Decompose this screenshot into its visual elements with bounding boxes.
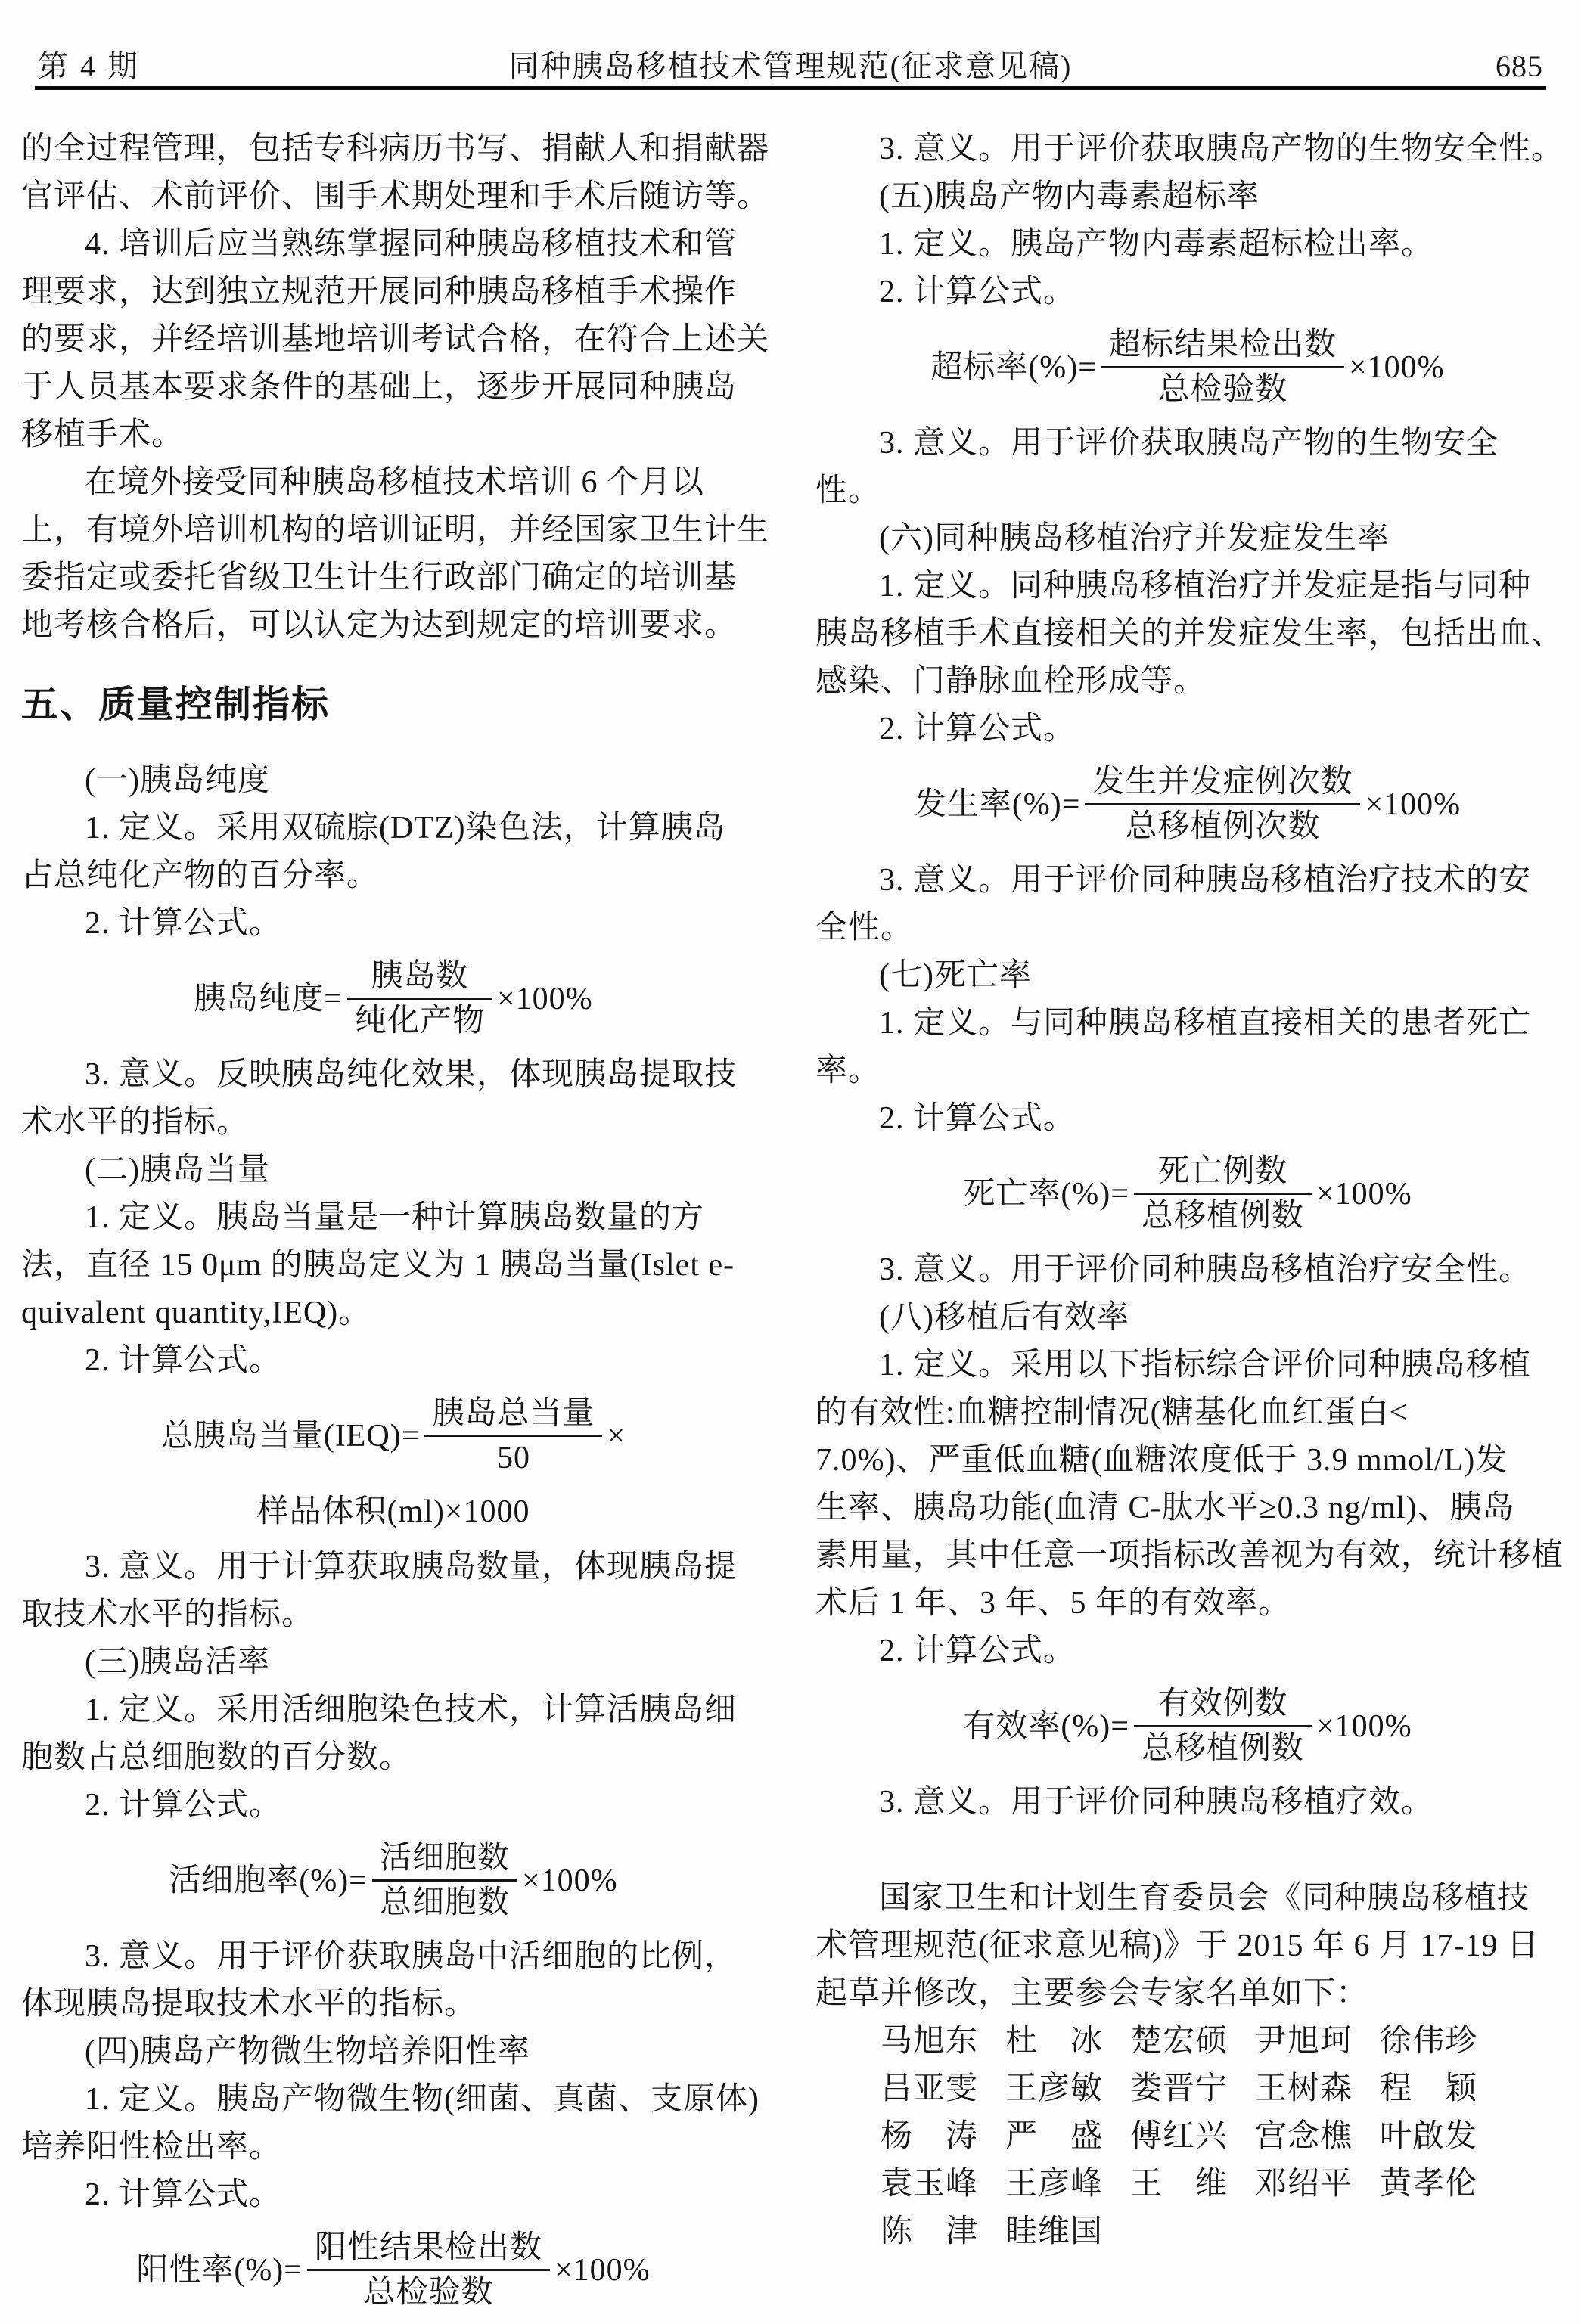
text-line: (一)胰岛纯度 — [85, 763, 270, 798]
formula-fraction — [1101, 324, 1344, 411]
formula-multiplier: ×100% — [554, 2252, 651, 2288]
text-line: (四)胰岛产物微生物培养阳性率 — [85, 2034, 530, 2069]
formula-numerator: 发生并发症例次数 — [1092, 765, 1353, 799]
text-line: 于人员基本要求条件的基础上，逐步开展同种胰岛 — [21, 370, 738, 405]
text-line: 体现胰岛提取技术水平的指标。 — [21, 1987, 477, 2021]
expert-name: 宫念樵 — [1255, 2119, 1353, 2154]
expert-name: 黄孝伦 — [1380, 2167, 1478, 2201]
formula-numerator: 死亡例数 — [1157, 1154, 1288, 1189]
text-line: 2. 计算公式。 — [85, 906, 282, 941]
text-line: 术管理规范(征求意见稿)》于 2015 年 6 月 17-19 日 — [815, 1928, 1539, 1963]
text-line: 移植手术。 — [21, 417, 185, 452]
formula-lhs: 死亡率(%)= — [963, 1176, 1129, 1212]
expert-name: 邓绍平 — [1255, 2167, 1353, 2201]
text-line: 3. 意义。用于计算获取胰岛数量，体现胰岛提 — [85, 1550, 738, 1584]
expert-name: 王彦峰 — [1005, 2167, 1104, 2201]
text-line: 法，直径 15 0μm 的胰岛定义为 1 胰岛当量(Islet e- — [21, 1248, 735, 1283]
formula-multiplier: ×100% — [1348, 349, 1445, 385]
formula-denominator: 纯化产物 — [347, 998, 492, 1042]
formula-numerator: 超标结果检出数 — [1108, 327, 1337, 362]
formula-multiplier: ×100% — [1315, 1708, 1412, 1744]
text-line: 培养阳性检出率。 — [21, 2130, 282, 2164]
text-line: 3. 意义。反映胰岛纯化效果，体现胰岛提取技 — [85, 1057, 738, 1092]
text-line: 3. 意义。用于评价获取胰岛中活细胞的比例， — [85, 1939, 738, 1974]
text-line: 的全过程管理，包括专科病历书写、捐献人和捐献器 — [21, 132, 770, 166]
text-line: 的要求，并经培训基地培训考试合格，在符合上述关 — [21, 322, 770, 357]
text-line: 2. 计算公式。 — [85, 2177, 282, 2212]
expert-name: 吕亚雯 — [881, 2071, 979, 2106]
paragraph-spacer — [815, 1826, 1560, 1875]
text-line: 取技术水平的指标。 — [21, 1597, 315, 1632]
expert-name: 尹旭珂 — [1255, 2024, 1353, 2059]
text-line: 生率、胰岛功能(血清 C-肽水平≥0.3 ng/ml)、胰岛 — [815, 1491, 1515, 1525]
expert-name-row — [881, 2018, 1560, 2065]
text-line: 起草并修改，主要参会专家名单如下： — [815, 1976, 1369, 2011]
text-line: 术水平的指标。 — [21, 1105, 250, 1140]
text-line: quivalent quantity,IEQ)。 — [21, 1295, 371, 1330]
journal-issue: 第 4 期 — [38, 49, 140, 83]
text-line: 国家卫生和计划生育委员会《同种胰岛移植技 — [879, 1881, 1530, 1916]
formula-numerator: 胰岛数 — [371, 959, 469, 994]
text-line: 的有效性:血糖控制情况(糖基化血红蛋白< — [815, 1395, 1409, 1430]
formula-mortality-rate — [815, 1150, 1560, 1237]
formula-total-ieq — [21, 1392, 766, 1479]
text-line: 2. 计算公式。 — [879, 712, 1076, 746]
expert-name: 王 维 — [1130, 2167, 1228, 2201]
text-line: 2. 计算公式。 — [879, 1634, 1076, 1668]
formula-numerator: 有效例数 — [1157, 1686, 1288, 1721]
text-line: (五)胰岛产物内毒素超标率 — [879, 179, 1260, 214]
formula-numerator: 阳性结果检出数 — [314, 2230, 542, 2265]
text-line: 地考核合格后，可以认定为达到规定的培训要求。 — [21, 608, 738, 643]
text-line: (六)同种胰岛移植治疗并发症发生率 — [879, 521, 1390, 556]
formula-lhs: 胰岛纯度= — [194, 981, 343, 1016]
text-line: 3. 意义。用于评价同种胰岛移植治疗技术的安 — [879, 863, 1532, 898]
formula-multiplier: ×100% — [1365, 787, 1461, 822]
text-line: 素用量，其中任意一项指标改善视为有效，统计移植 — [815, 1538, 1564, 1573]
text-line: (二)胰岛当量 — [85, 1153, 270, 1187]
expert-name: 叶啟发 — [1380, 2119, 1478, 2154]
text-line: 占总纯化产物的百分率。 — [21, 858, 380, 893]
text-line: 3. 意义。用于评价获取胰岛产物的生物安全 — [879, 426, 1499, 461]
expert-name-row — [881, 2065, 1560, 2113]
expert-name: 马旭东 — [881, 2024, 979, 2059]
text-line: 1. 定义。胰岛产物内毒素超标检出率。 — [879, 227, 1434, 262]
text-line: 4. 培训后应当熟练掌握同种胰岛移植技术和管 — [85, 227, 738, 262]
formula-cell-viability — [21, 1837, 766, 1924]
expert-name-row — [881, 2113, 1560, 2161]
formula-denominator: 总检验数 — [307, 2269, 550, 2313]
formula-fraction — [424, 1392, 602, 1479]
formula-fraction — [1134, 1683, 1312, 1770]
formula-multiplier: ×100% — [497, 981, 593, 1016]
formula-denominator: 总移植例次数 — [1085, 803, 1360, 848]
formula-complication-rate — [815, 761, 1560, 848]
expert-name: 傅红兴 — [1130, 2119, 1228, 2154]
two-column-body — [21, 126, 1564, 2322]
formula-efficacy-rate — [815, 1683, 1560, 1770]
formula-fraction — [347, 955, 492, 1042]
formula-multiplier: ×100% — [1315, 1176, 1412, 1212]
expert-name: 徐伟珍 — [1380, 2024, 1478, 2059]
formula-lhs: 发生率(%)= — [914, 787, 1081, 822]
expert-name: 楚宏硕 — [1130, 2024, 1228, 2059]
text-line: 率。 — [815, 1053, 881, 1088]
formula-fraction — [1085, 761, 1360, 848]
expert-name-row — [881, 2208, 1560, 2256]
formula-lhs: 超标率(%)= — [930, 349, 1097, 385]
expert-name: 王树森 — [1255, 2071, 1353, 2106]
text-line: 2. 计算公式。 — [85, 1343, 282, 1378]
text-line: 上，有境外培训机构的培训证明，并经国家卫生计生 — [21, 513, 770, 548]
formula-numerator: 胰岛总当量 — [432, 1396, 595, 1431]
text-line: 3. 意义。用于评价同种胰岛移植治疗安全性。 — [879, 1252, 1532, 1287]
text-line: 2. 计算公式。 — [879, 275, 1076, 309]
text-line: 3. 意义。用于评价同种胰岛移植疗效。 — [879, 1785, 1434, 1820]
expert-name: 袁玉峰 — [881, 2167, 979, 2201]
page-header — [38, 42, 1543, 85]
text-line: 1. 定义。与同种胰岛移植直接相关的患者死亡 — [879, 1006, 1532, 1041]
section-heading: 五、质量控制指标 — [21, 684, 331, 725]
expert-name-row — [881, 2161, 1560, 2208]
text-line: 2. 计算公式。 — [879, 1101, 1076, 1136]
formula-denominator: 50 — [424, 1435, 602, 1479]
left-column — [21, 126, 770, 2322]
formula-numerator: 活细胞数 — [379, 1841, 510, 1876]
header-divider-rule — [35, 86, 1546, 90]
expert-name: 程 颖 — [1380, 2071, 1478, 2106]
formula-fraction — [307, 2226, 550, 2313]
text-line: 在境外接受同种胰岛移植技术培训 6 个月以 — [85, 465, 705, 500]
text-line: (三)胰岛活率 — [85, 1645, 270, 1680]
formula-denominator: 总移植例数 — [1134, 1725, 1312, 1770]
formula-lhs: 有效率(%)= — [963, 1708, 1129, 1744]
expert-name: 王彦敏 — [1005, 2071, 1104, 2106]
text-line: 2. 计算公式。 — [85, 1788, 282, 1823]
expert-name: 严 盛 — [1005, 2119, 1104, 2154]
expert-name: 杨 涛 — [881, 2119, 979, 2154]
text-line: 1. 定义。采用活细胞染色技术，计算活胰岛细 — [85, 1693, 738, 1727]
text-line: 3. 意义。用于评价获取胰岛产物的生物安全性。 — [879, 132, 1564, 166]
formula-endotoxin-exceed-rate — [815, 324, 1560, 411]
right-column — [815, 126, 1564, 2322]
page-number: 685 — [1496, 49, 1543, 83]
expert-name: 杜 冰 — [1005, 2024, 1104, 2059]
text-line: 感染、门静脉血栓形成等。 — [815, 664, 1207, 699]
formula-multiplier: × — [607, 1418, 626, 1454]
formula-denominator: 总移植例数 — [1134, 1193, 1312, 1237]
expert-name: 眭维国 — [1005, 2214, 1104, 2249]
formula-denominator: 总检验数 — [1101, 366, 1344, 411]
formula-islet-purity — [21, 955, 766, 1042]
formula-lhs: 阳性率(%)= — [136, 2252, 303, 2288]
text-line: 委指定或委托省级卫生计生行政部门确定的培训基 — [21, 560, 738, 595]
formula-culture-positive-rate — [21, 2226, 766, 2313]
text-line: 官评估、术前评价、围手术期处理和手术后随访等。 — [21, 179, 770, 214]
text-line: 术后 1 年、3 年、5 年的有效率。 — [815, 1586, 1291, 1621]
formula-lhs: 总胰岛当量(IEQ)= — [160, 1418, 421, 1454]
text-line: (八)移植后有效率 — [879, 1300, 1129, 1335]
text-line: 性。 — [815, 473, 881, 508]
text-line: 7.0%)、严重低血糖(血糖浓度低于 3.9 mmol/L)发 — [815, 1443, 1508, 1478]
expert-name: 娄晋宁 — [1130, 2071, 1228, 2106]
text-line: (七)死亡率 — [879, 958, 1032, 993]
formula-denominator: 总细胞数 — [372, 1879, 517, 1924]
running-title: 同种胰岛移植技术管理规范(征求意见稿) — [508, 49, 1073, 83]
text-line: 胰岛移植手术直接相关的并发症发生率，包括出血、 — [815, 616, 1564, 651]
formula-lhs: 活细胞率(%)= — [169, 1863, 368, 1898]
text-line: 理要求，达到独立规范开展同种胰岛移植手术操作 — [21, 275, 738, 309]
formula-continuation: 样品体积(ml)×1000 — [256, 1494, 530, 1529]
formula-fraction — [1134, 1150, 1312, 1237]
text-line: 全性。 — [815, 911, 914, 945]
text-line: 1. 定义。胰岛当量是一种计算胰岛数量的方 — [85, 1200, 705, 1235]
formula-multiplier: ×100% — [521, 1863, 618, 1898]
formula-fraction — [372, 1837, 517, 1924]
text-line: 胞数占总细胞数的百分数。 — [21, 1740, 412, 1775]
text-line: 1. 定义。采用双硫腙(DTZ)染色法，计算胰岛 — [85, 811, 726, 846]
expert-name: 陈 津 — [881, 2214, 979, 2249]
text-line: 1. 定义。同种胰岛移植治疗并发症是指与同种 — [879, 569, 1532, 603]
text-line: 1. 定义。胰岛产物微生物(细菌、真菌、支原体) — [85, 2082, 759, 2117]
text-line: 1. 定义。采用以下指标综合评价同种胰岛移植 — [879, 1348, 1532, 1382]
